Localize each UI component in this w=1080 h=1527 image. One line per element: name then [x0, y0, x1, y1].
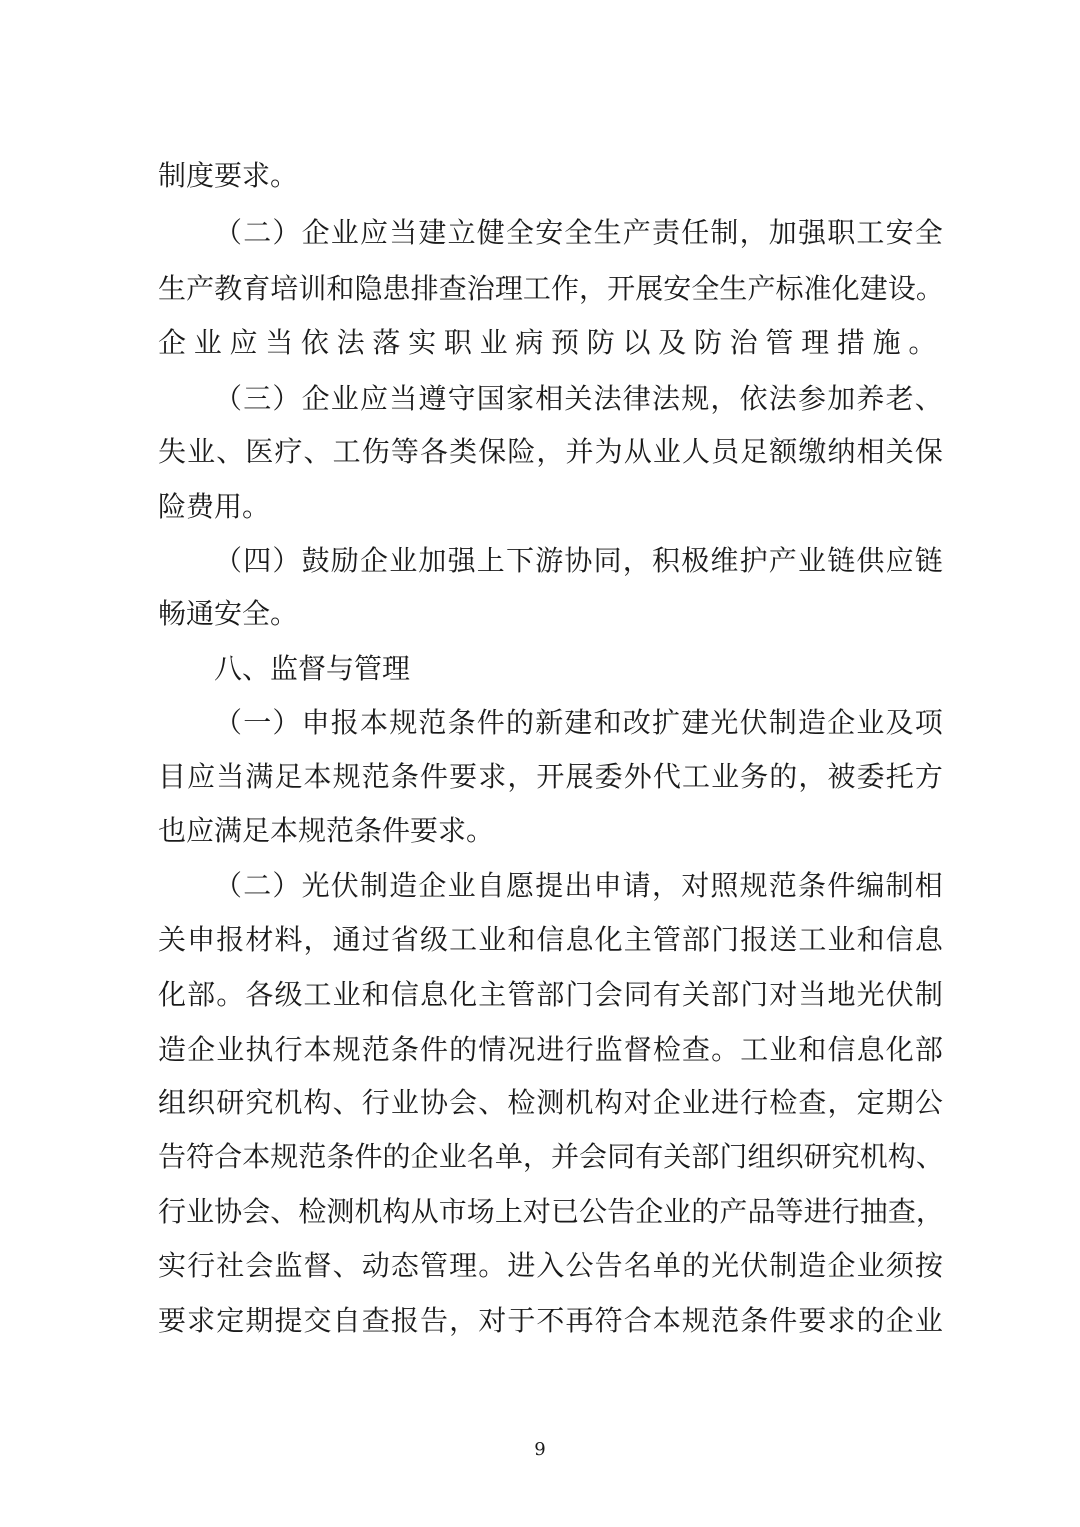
paragraph-line: （二）光伏制造企业自愿提出申请，对照规范条件编制相 — [214, 869, 945, 902]
section-heading: 八、监督与管理 — [214, 652, 411, 685]
paragraph-line: 企业应当依法落实职业病预防以及防治管理措施。 — [158, 326, 945, 359]
paragraph-line: 造企业执行本规范条件的情况进行监督检查。工业和信息化部 — [158, 1033, 944, 1066]
paragraph-line: 制度要求。 — [158, 159, 299, 192]
paragraph-line: （四）鼓励企业加强上下游协同，积极维护产业链供应链 — [214, 544, 945, 577]
paragraph-line: （三）企业应当遵守国家相关法律法规，依法参加养老、 — [214, 382, 945, 415]
paragraph-line: （二）企业应当建立健全安全生产责任制，加强职工安全 — [214, 216, 945, 249]
paragraph-line: （一）申报本规范条件的新建和改扩建光伏制造企业及项 — [214, 706, 945, 739]
paragraph-line: 目应当满足本规范条件要求，开展委外代工业务的，被委托方 — [158, 760, 944, 793]
paragraph-line: 也应满足本规范条件要求。 — [158, 814, 495, 847]
paragraph-line: 失业、医疗、工伤等各类保险，并为从业人员足额缴纳相关保 — [158, 435, 944, 468]
paragraph-line: 行业协会、检测机构从市场上对已公告企业的产品等进行抽查， — [158, 1195, 944, 1228]
paragraph-line: 险费用。 — [158, 490, 271, 523]
page-number: 9 — [534, 1439, 546, 1460]
paragraph-line: 告符合本规范条件的企业名单，并会同有关部门组织研究机构、 — [158, 1140, 944, 1173]
paragraph-line: 关申报材料，通过省级工业和信息化主管部门报送工业和信息 — [158, 923, 944, 956]
paragraph-line: 实行社会监督、动态管理。进入公告名单的光伏制造企业须按 — [158, 1249, 944, 1282]
paragraph-line: 生产教育培训和隐患排查治理工作，开展安全生产标准化建设。 — [158, 272, 944, 305]
paragraph-line: 化部。各级工业和信息化主管部门会同有关部门对当地光伏制 — [158, 978, 944, 1011]
paragraph-line: 要求定期提交自查报告，对于不再符合本规范条件要求的企业 — [158, 1304, 944, 1337]
paragraph-line: 畅通安全。 — [158, 597, 299, 630]
paragraph-line: 组织研究机构、行业协会、检测机构对企业进行检查，定期公 — [158, 1086, 944, 1119]
